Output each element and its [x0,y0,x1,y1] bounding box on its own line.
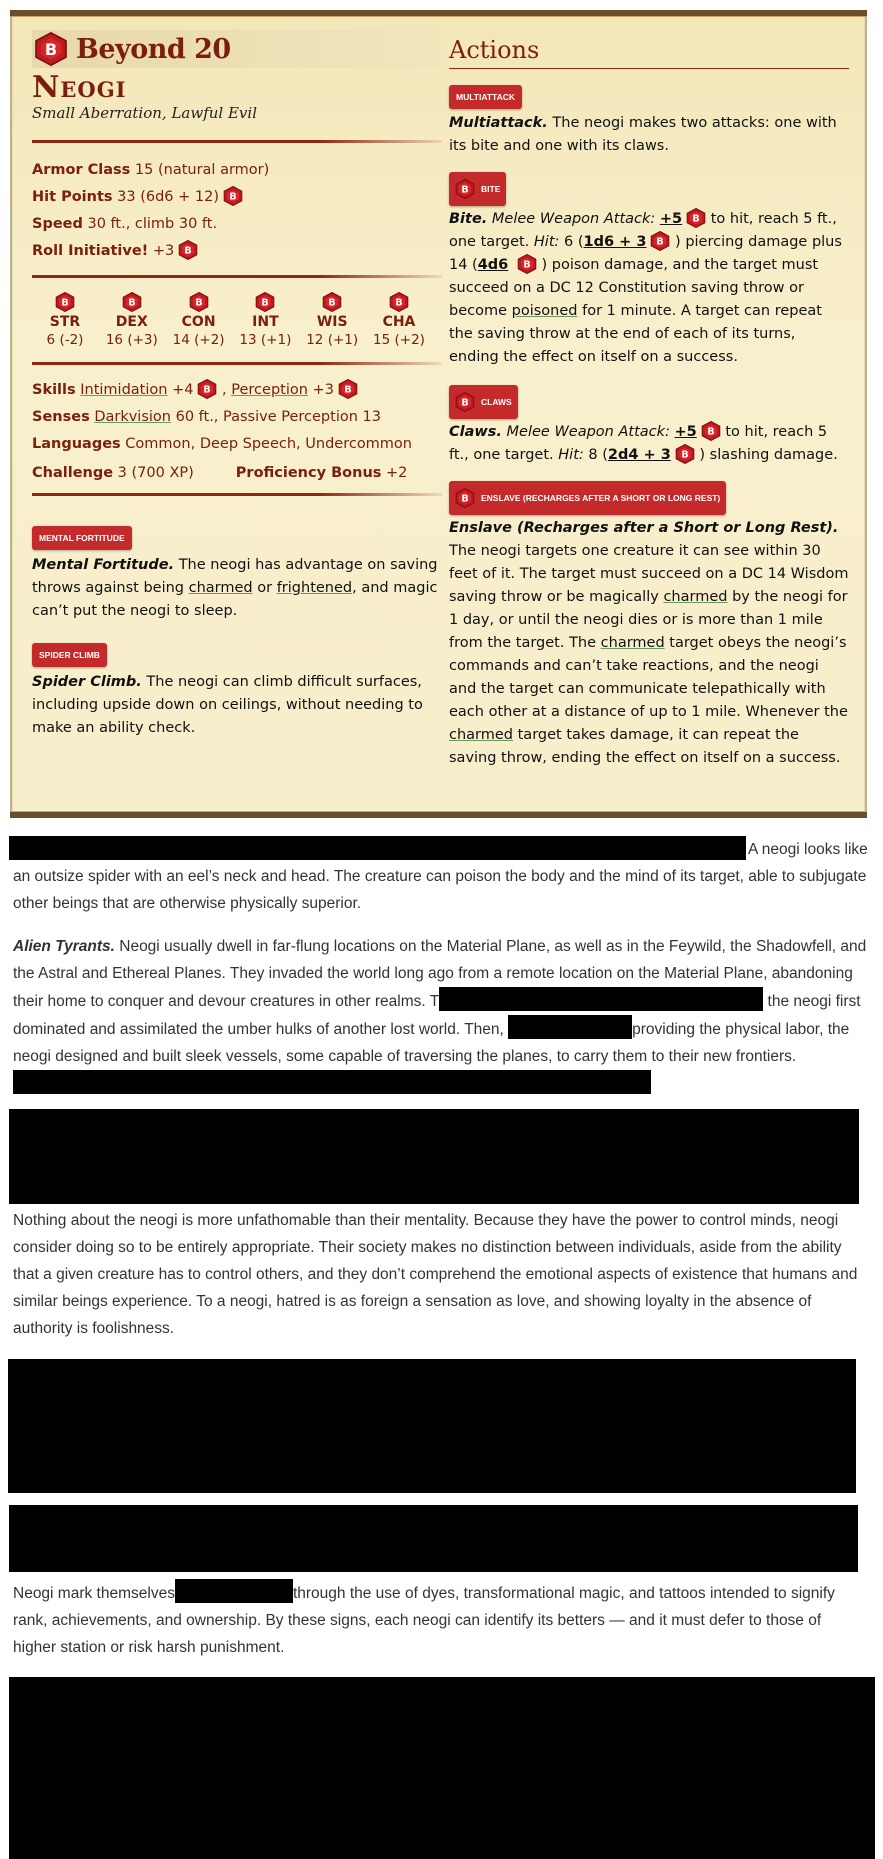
roll-initiative-dice-icon[interactable] [178,240,198,260]
languages-label: Languages [32,436,121,452]
paragraph-text: Neogi mark themselves [13,1585,175,1602]
languages-line [32,431,442,458]
initiative-line [32,238,442,265]
trait-mental-fortitude [32,526,442,623]
trait-name: Mental Fortitude. [32,557,175,573]
damage-roll-poison[interactable]: 4d6 [477,257,509,273]
defense-block [32,157,442,265]
challenge-line [32,460,442,487]
senses-label: Senses [32,409,90,425]
roll-int-dice-icon[interactable] [255,292,275,312]
ability-name: WIS [316,314,348,330]
actions-divider [449,68,849,69]
roll-to-hit-dice-icon[interactable] [686,208,706,228]
paragraph-text: through the use of dyes, transformational magic, and tattoos intended to signify rank, achievements, and ownership. By these signs, each neogi can identify its betters — and it must defer to those of higher station or risk harsh punishment. [13,1585,835,1656]
action-text-part: target takes damage, it can repeat the saving throw, ending the effect on itself on a success. [449,727,841,766]
roll-dex-dice-icon[interactable] [122,292,142,312]
bite-button-label: BITE [481,184,501,194]
bite-roll-button[interactable] [449,172,506,206]
skills-line [32,377,442,404]
ability-score: 12 [306,332,324,348]
redacted-block [9,1505,858,1572]
stat-block-left-column [32,30,442,740]
trait-text-part: or [257,580,273,596]
roll-damage-dice-icon[interactable] [650,231,670,251]
redacted-inline [175,1579,293,1603]
roll-cha-dice-icon[interactable] [389,292,409,312]
section-title-alien-tyrants: Alien Tyrants. [13,938,115,955]
attack-type: Melee Weapon Attack: [506,424,670,440]
redacted-inline [508,1015,632,1039]
dice-icon [455,179,475,199]
charmed-link[interactable]: charmed [188,580,253,596]
action-text-part: 6 ( [564,234,584,250]
action-text-part: by the neogi for 1 day, or until the neogi dies or is more than 1 mile from the target. The [449,589,848,651]
action-text-part: 8 ( [588,447,608,463]
roll-hp-dice-icon[interactable] [223,186,243,206]
speed-line [32,211,442,238]
action-text [449,208,849,369]
attack-type: Melee Weapon Attack: [491,211,656,227]
redacted-inline [13,1070,651,1094]
ability-score: 14 [172,332,190,348]
ability-name: CHA [382,314,416,330]
frightened-link[interactable]: frightened [276,580,353,596]
charmed-link[interactable]: charmed [663,589,728,605]
challenge-label: Challenge [32,465,114,481]
beyond20-header [32,30,442,68]
redacted-block [9,1677,875,1859]
action-text [449,112,849,158]
mental-fortitude-roll-button[interactable]: MENTAL FORTITUDE [32,526,132,550]
skill-perception-value: +3 [312,382,334,398]
hit-label: Hit: [558,447,584,463]
action-claws [449,385,849,467]
ability-scores [32,292,432,348]
roll-intimidation-dice-icon[interactable] [197,379,217,399]
action-text-part: ) poison damage, and the target must succeed on a DC 12 Constitution saving throw or become [449,257,819,319]
section-divider [32,140,442,143]
speed-value: 30 ft., climb 30 ft. [87,216,218,232]
ability-dex [99,292,165,348]
proficiency-value: +2 [386,465,408,481]
trait-text-part: The neogi has advantage on saving throws against being [32,557,438,596]
trait-name: Spider Climb. [32,674,142,690]
dice-icon [455,488,475,508]
redacted-block [8,1359,856,1493]
article-paragraph-mentality: Nothing about the neogi is more unfathomable than their mentality. Because they have the power to control minds, neogi consider doing so to be entirely appropriate. Their society makes no distinction between individuals, aside from the ability that a given creature has to control others, and they don’t comprehend the emotional aspects of existence that humans and similar beings experience. To a neogi, hatred is as foreign a sensation as love, and showing loyalty in the absence of authority is foolishness. [13,1212,858,1337]
paragraph-text: providing the physical labor, the neogi designed and built sleek vessels, some capable of traversing the planes, to carry them to their new frontiers. [13,1021,850,1065]
ability-name: INT [252,314,279,330]
action-text [449,421,849,467]
enslave-roll-button[interactable] [449,481,726,515]
beyond20-logo-icon [34,32,68,66]
damage-roll-piercing[interactable]: 1d6 + 3 [583,234,647,250]
action-text-part: for 1 minute. A target can repeat the saving throw at the end of each of its turns, ending the effect on itself on a success. [449,303,822,365]
senses-value: 60 ft., Passive Perception 13 [175,409,381,425]
ability-modifier: (+2) [394,332,425,348]
stat-block-right-column [449,30,849,770]
paragraph-text: the neogi first dominated and assimilated the umber hulks of another lost world. Then, [13,993,861,1038]
skill-intimidation-link[interactable]: Intimidation [80,382,168,398]
hit-points-value: 33 (6d6 + 12) [117,189,219,205]
trait-text [32,554,442,623]
ability-name: DEX [115,314,148,330]
monster-name: Neogi [32,70,127,105]
section-divider [32,275,442,278]
article-paragraph-marks [13,1579,868,1661]
hit-points-line [32,184,442,211]
ability-score: 16 [105,332,124,348]
ability-cha [366,292,432,348]
ability-score: 6 [46,332,56,348]
armor-class-label: Armor Class [32,162,131,178]
roll-perception-dice-icon[interactable] [338,379,358,399]
trait-text-part: , and magic can’t put the neogi to sleep. [32,580,438,619]
multiattack-roll-button[interactable]: MULTIATTACK [449,85,522,109]
action-text-part: ) slashing damage. [699,447,838,463]
speed-label: Speed [32,216,83,232]
action-text-part: ) piercing damage plus 14 ( [449,234,842,273]
armor-class-value: 15 (natural armor) [134,162,270,178]
action-text-part: to hit, reach 5 ft., one target. [449,424,828,463]
darkvision-link[interactable]: Darkvision [94,409,171,425]
section-divider [32,493,442,496]
roll-str-dice-icon[interactable] [55,292,75,312]
ability-value [299,332,365,348]
to-hit-bonus[interactable]: +5 [659,211,683,227]
armor-class-line [32,157,442,184]
charmed-link[interactable]: charmed [600,635,665,651]
ability-name: CON [181,314,216,330]
challenge-value: 3 (700 XP) [117,465,194,481]
ability-value [99,332,165,348]
initiative-label[interactable]: Roll Initiative! [32,243,149,259]
proficiency-label: Proficiency Bonus [235,465,382,481]
action-text-part: target obeys the neogi’s commands and can’t take reactions, and the neogi and the target can communicate telepathically with each other at a distance of up to 1 mile. Whenever the [449,635,848,720]
claws-button-label: CLAWS [481,397,512,407]
ability-value [166,332,232,348]
action-enslave [449,481,849,770]
action-bite [449,172,849,369]
ability-value [32,332,98,348]
roll-wis-dice-icon[interactable] [322,292,342,312]
ability-con [166,292,232,348]
dice-icon [455,392,475,412]
section-divider [32,362,442,365]
trait-spider-climb [32,643,442,740]
ability-str [32,292,98,348]
charmed-link[interactable]: charmed [449,727,514,743]
trait-text-part: The neogi can climb difficult surfaces, including upside down on ceilings, without needing to make an ability check. [32,674,423,736]
action-name: Bite. [449,211,488,227]
ability-modifier: (+3) [127,332,158,348]
article-paragraph-intro: A neogi looks like an outsize spider with an eel’s neck and head. The creature can poison the body and the mind of its target, able to subjugate other beings that are otherwise physically superior. [13,841,868,912]
redacted-block [9,1109,859,1204]
ability-int [232,292,298,348]
damage-roll-slashing[interactable]: 2d4 + 3 [607,447,671,463]
action-text [449,517,849,770]
redacted-inline [439,987,763,1011]
senses-line [32,404,442,431]
poisoned-link[interactable]: poisoned [511,303,578,319]
ability-value [366,332,432,348]
hit-label: Hit: [533,234,560,250]
monster-type: Small Aberration, Lawful Evil [32,104,257,122]
brand-name: Beyond 20 [76,33,231,65]
ability-value [232,332,298,348]
skill-intimidation-value: +4 [172,382,194,398]
to-hit-bonus[interactable]: +5 [674,424,697,440]
action-name: Enslave (Recharges after a Short or Long Rest). [449,520,839,536]
initiative-value: +3 [152,243,175,259]
skills-label: Skills [32,382,76,398]
roll-con-dice-icon[interactable] [189,292,209,312]
paragraph-text: Neogi usually dwell in far-flung locations on the Material Plane, as well as in the Feywild, the Shadowfell, and the Astral and Ethereal Planes. They invaded the world long ago from a remote location on the Material Plane, abandoning their home to conquer and devour creatures in other realms. T [13,938,867,1010]
hit-points-label: Hit Points [32,189,113,205]
spider-climb-roll-button[interactable]: SPIDER CLIMB [32,643,107,667]
ability-modifier: (-2) [59,332,84,348]
claws-roll-button[interactable] [449,385,518,419]
details-block [32,377,442,487]
languages-value: Common, Deep Speech, Undercommon [125,436,412,452]
skill-perception-link[interactable]: Perception [231,382,308,398]
actions-heading: Actions [449,36,540,64]
action-name: Multiattack. [449,115,548,131]
action-text-part: to hit, reach 5 ft., one target. [449,211,837,250]
stat-block [10,10,867,818]
ability-score: 13 [239,332,257,348]
roll-damage-dice-icon[interactable] [675,444,695,464]
action-multiattack [449,85,849,158]
action-text-part: The neogi targets one creature it can see within 30 feet of it. The target must succeed on a DC 14 Wisdom saving throw or be magically [449,543,849,605]
trait-text [32,671,442,740]
ability-modifier: (+1) [260,332,292,348]
ability-wis [299,292,365,348]
ability-modifier: (+2) [194,332,225,348]
action-text-part: The neogi makes two attacks: one with its bite and one with its claws. [449,115,837,154]
ability-name: STR [49,314,81,330]
enslave-button-label: ENSLAVE (RECHARGES AFTER A SHORT OR LONG REST) [481,493,721,503]
ability-score: 15 [373,332,391,348]
roll-damage-dice-icon[interactable] [517,254,537,274]
stat-block-bottom-border [10,811,867,818]
stat-block-top-border [10,10,867,17]
skills-separator: , [222,382,227,398]
article-paragraph-alien-tyrants [13,933,868,1098]
action-name: Claws. [449,424,502,440]
ability-modifier: (+1) [327,332,359,348]
roll-to-hit-dice-icon[interactable] [701,421,721,441]
